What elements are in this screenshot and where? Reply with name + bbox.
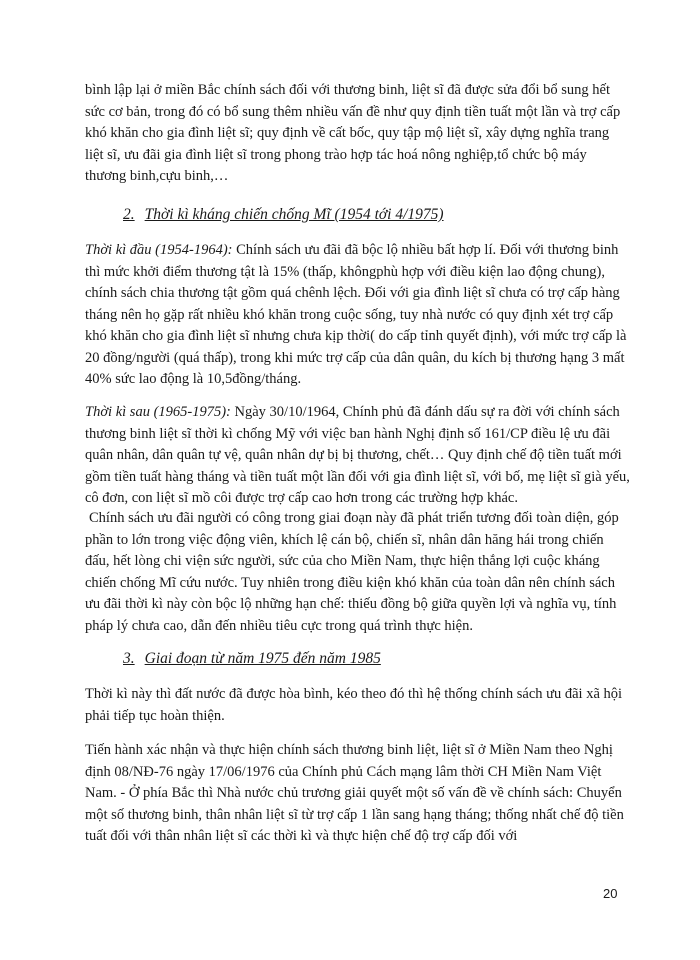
- paragraph-intro-text: bình lập lại ở miền Bắc chính sách đối với thương binh, liệt sĩ đã được sửa đổi bổ sung hết sức cơ bản, trong đó có bổ sung thêm nhiều vấn đề như quy định tiền tuất một lần và trợ cấp khó khăn cho gia đình liệt sĩ; quy định về cất bốc, quy tập mộ liệt sĩ, xây dựng nghĩa trang liệt sĩ, ưu đãi gia đình liệt sĩ trong phong trào hợp tác hoá nông nghiệp,tổ chức bộ máy thương binh,cựu binh,…: [85, 82, 621, 184]
- paragraph-evaluation: [85, 508, 631, 637]
- paragraph-evaluation-text: Chính sách ưu đãi người có công trong giai đoạn này đã phát triển tương đối toàn diện, góp phần to lớn trong việc động viên, khích lệ cán bộ, chiến sĩ, nhân dân hăng hái trong chiến đấu, hết lòng chi viện sức người, sức của cho Miền Nam, thực hiện thắng lợi cuộc kháng chiến chống Mĩ cứu nước. Tuy nhiên trong điều kiện khó khăn của toàn dân nên chính sách ưu đãi thời kì này còn bộc lộ những hạn chế: thiếu đồng bộ giữa quyền lợi và nghĩa vụ, tính pháp lý chưa cao, dẫn đến nhiều tiêu cực trong quá trình thực hiện.: [85, 510, 619, 634]
- paragraph-early-period: [85, 240, 631, 391]
- later-period-text: Ngày 30/10/1964, Chính phủ đã đánh dấu sự ra đời với chính sách thương binh liệt sĩ thời kì chống Mỹ với việc ban hành Nghị định số 161/CP điều lệ ưu đãi quân nhân, dân quân tự vệ, quân nhân dự bị bị thương, chết… Quy định chế độ tiền tuất mới gồm tiền tuất hàng tháng và tiền tuất một lần đối với gia đình liệt sĩ, với bố, mẹ liệt sĩ già yếu, cô đơn, con liệt sĩ mồ côi được trợ cấp cao hơn trong các trường hợp khác.: [85, 404, 630, 506]
- paragraph-implementation: [85, 740, 631, 848]
- section-heading-2: [123, 206, 444, 224]
- paragraph-later-period: [85, 402, 631, 510]
- paragraph-implementation-text: Tiến hành xác nhận và thực hiện chính sách thương binh liệt, liệt sĩ ở Miền Nam theo Nghị định 08/NĐ-76 ngày 17/06/1976 của Chính phủ Cách mạng lâm thời CH Miền Nam Việt Nam. - Ở phía Bắc thì Nhà nước chủ trương giải quyết một số vấn đề về chính sách: Chuyển một số thương binh, thân nhân liệt sĩ từ trợ cấp 1 lần sang hạng tháng; thống nhất chế độ tiền tuất đối với thân nhân liệt sĩ các thời kì và thực hiện chế độ trợ cấp đối với: [85, 742, 624, 844]
- later-period-lead: Thời kì sau (1965-1975):: [85, 404, 231, 420]
- paragraph-peace-period: [85, 684, 631, 727]
- section-heading-3-number: 3.: [123, 650, 135, 667]
- paragraph-intro: [85, 80, 631, 188]
- section-heading-2-number: 2.: [123, 206, 135, 223]
- section-heading-3-text: Giai đoạn từ năm 1975 đến năm 1985: [144, 650, 381, 667]
- paragraph-peace-period-text: Thời kì này thì đất nước đã được hòa bình, kéo theo đó thì hệ thống chính sách ưu đãi xã hội phải tiếp tục hoàn thiện.: [85, 686, 623, 724]
- early-period-text: Chính sách ưu đãi đã bộc lộ nhiều bất hợp lí. Đối với thương binh thì mức khởi điểm thương tật là 15% (thấp, khôngphù hợp với điều kiện lao động chung), chính sách chia thương tật gồm quá chênh lệch. Đối với gia đình liệt sĩ chưa có trợ cấp hàng tháng nên họ gặp rất nhiều khó khăn trong cuộc sống, tuy nhà nước có quy định xét trợ cấp khó khăn cho gia đình liệt sĩ nhưng chưa kịp thời( do cấp tỉnh quyết định), với mức trợ cấp là 20 đồng/người (quá thấp), trong khi mức trợ cấp của dân quân, du kích bị thương hạng 3 mất 40% sức lao động là 10,5đồng/tháng.: [85, 242, 627, 387]
- page-number: 20: [603, 886, 618, 901]
- section-heading-3: [123, 650, 381, 668]
- section-heading-2-text: Thời kì kháng chiến chống Mĩ (1954 tới 4/1975): [144, 206, 444, 223]
- early-period-lead: Thời kì đầu (1954-1964):: [85, 242, 233, 258]
